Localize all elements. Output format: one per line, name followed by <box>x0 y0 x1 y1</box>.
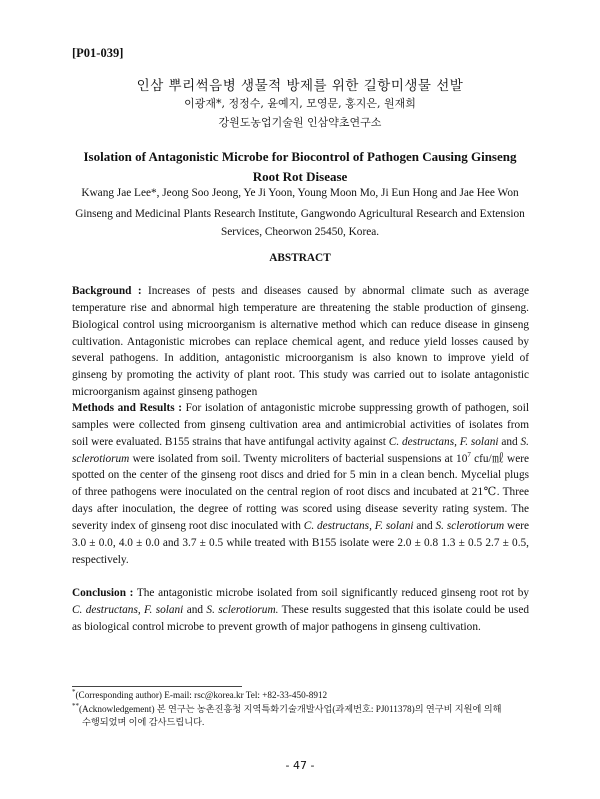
conclusion-paragraph <box>72 585 529 636</box>
conclusion-text-3: These results suggested that this isolate could be used as biological control microbe to prevent growth of major pathogens in ginseng cultivation. <box>72 603 529 633</box>
page-number: - 47 - <box>285 759 315 772</box>
footnote-text: (Corresponding author) E-mail: rsc@korea.kr Tel: +82-33-450-8912 <box>75 690 328 700</box>
background-text: Increases of pests and diseases caused by abnormal climate such as average temperature rise and abnormal high temperature are threatening the stable production of ginseng. Biological control using microorganism is alternative method which can reduce disease in ginseng cultivation. Antagonistic microbes can replace chemical agent, and reduce yield losses caused by several pathogens. In addition, antagonistic microorganism is also known to improve yield of ginseng by promoting the activity of plant root. This study was carried out to isolate antagonistic microorganism against ginseng pathogen <box>72 285 529 399</box>
footnote-divider <box>72 686 242 687</box>
english-title-line1: Isolation of Antagonistic Microbe for Biocontrol of Pathogen Causing Ginseng <box>83 149 517 164</box>
korean-title: 인삼 뿌리썩음병 생물적 방제를 위한 길항미생물 선발 <box>136 78 464 94</box>
methods-text-4: cfu/㎖ were spotted on the center of the ginseng root discs and dried for 5 min in a clean bench. Mycelial plugs of three pathogens were inoculated on the central region of root discs and incubated at 21℃. Three days after inoculation, the degree of rotting was scored using disease severity rating system. The severity index of ginseng root disc inoculated with <box>72 452 529 532</box>
footnote-mark: ** <box>72 701 79 710</box>
species-name: S. sclerotiorum <box>72 435 530 465</box>
methods-text-1: For isolation of antagonistic microbe suppressing growth of pathogen, soil samples were collected from ginseng cultivation area and antimicrobial activities of isolates from soil were evaluated. B155 strains that have antifungal activity against <box>72 402 529 448</box>
species-name: S. sclerotiorum. <box>206 603 279 616</box>
conclusion-text-2: and <box>186 603 204 616</box>
poster-code: [P01-039] <box>72 46 124 60</box>
species-name: S. sclerotiorum <box>435 519 505 532</box>
footnote-mark: * <box>72 687 76 696</box>
methods-text-5: and <box>416 519 433 532</box>
korean-affiliation: 강원도농업기술원 인삼약초연구소 <box>218 116 382 129</box>
english-title-line2: Root Rot Disease <box>252 169 348 184</box>
english-title <box>72 147 528 187</box>
english-affiliation: Ginseng and Medicinal Plants Research Institute, Gangwondo Agricultural Research and Extension Services, Cheorwon 25450, Korea. <box>75 208 525 238</box>
abstract-heading: ABSTRACT <box>269 252 331 264</box>
background-label: Background : <box>72 285 142 297</box>
conclusion-label: Conclusion : <box>72 587 134 599</box>
species-name: C. destructans, F. solani <box>72 603 184 616</box>
footnote-text: (Acknowledgement) 본 연구는 농촌진흥청 지역특화기술개발사업(과제번호: PJ011378)의 연구비 지원에 의해 <box>79 704 502 714</box>
footnote-acknowledgement <box>72 703 532 729</box>
methods-label: Methods and Results : <box>72 402 182 414</box>
species-name: C. destructans, F. solani <box>388 435 499 448</box>
methods-text-2: and <box>501 435 518 448</box>
english-authors: Kwang Jae Lee*, Jeong Soo Jeong, Ye Ji Yoon, Young Moon Mo, Ji Eun Hong and Jae Hee Won <box>81 187 519 199</box>
footnote-text-continued: 수행되었며 이에 감사드립니다. <box>82 717 205 727</box>
methods-text-6: were 3.0 ± 0.0, 4.0 ± 0.0 and 3.7 ± 0.5 while treated with B155 isolate were 2.0 ± 0.8 1.3 ± 0.5 2.7 ± 0.5, respectively. <box>72 519 529 566</box>
species-name: C. destructans, F. solani <box>303 519 414 532</box>
exponent: 7 <box>467 450 471 459</box>
methods-paragraph <box>72 400 529 568</box>
conclusion-text-1: The antagonistic microbe isolated from soil significantly reduced ginseng root rot by <box>136 587 529 599</box>
methods-text-3: were isolated from soil. Twenty microliters of bacterial suspensions at 10 <box>132 452 468 465</box>
footnote-corresponding <box>72 689 532 702</box>
background-paragraph <box>72 283 529 401</box>
korean-authors: 이광재*, 정정수, 윤예지, 모영문, 홍지은, 원재희 <box>184 97 416 110</box>
